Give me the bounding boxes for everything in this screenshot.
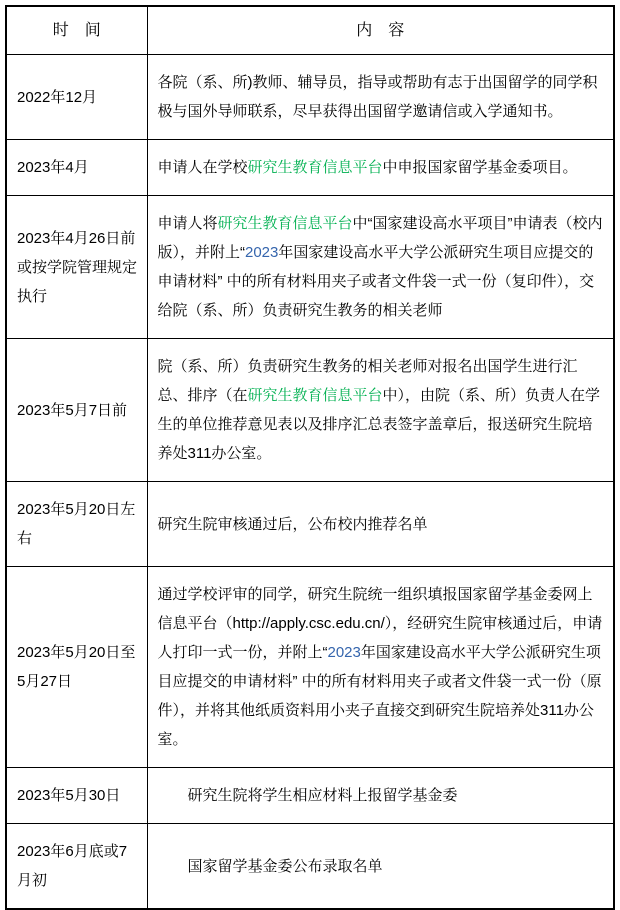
text-segment: 中“国家建设高水平项目”申请表（校内版），并附上“ <box>157 215 603 261</box>
content-cell <box>147 482 614 567</box>
table-row <box>6 768 614 824</box>
link-text[interactable]: 研究生教育信息平台 <box>247 159 383 176</box>
content-cell <box>147 55 614 140</box>
time-cell: 2023年5月20日至5月27日 <box>6 567 147 768</box>
header-time: 时 间 <box>6 6 147 55</box>
time-cell: 2023年5月30日 <box>6 768 147 824</box>
text-segment: 研究生院将学生相应材料上报留学基金委 <box>157 787 458 804</box>
text-segment: 年国家建设高水平大学公派研究生项目应提交的申请材料” 中的所有材料用夹子或者文件袋一式一份（复印件），交给院（系、所）负责研究生教务的相关老师 <box>157 244 595 319</box>
header-content: 内 容 <box>147 6 614 55</box>
text-segment: 研究生院审核通过后，公布校内推荐名单 <box>157 515 428 533</box>
table-row <box>6 824 614 910</box>
text-segment: 国家留学基金委公布录取名单 <box>157 857 383 875</box>
text-segment: 院（系、所）负责研究生教务的相关老师对报名出国学生进行汇总、排序（在 <box>157 358 578 404</box>
link-text[interactable]: 研究生教育信息平台 <box>217 215 353 232</box>
text-segment: 中申报国家留学基金委项目。 <box>382 159 578 176</box>
time-cell: 2022年12月 <box>6 55 147 140</box>
text-segment: 申请人在学校 <box>157 159 248 176</box>
table-row <box>6 196 614 339</box>
table-row <box>6 55 614 140</box>
content-cell <box>147 567 614 768</box>
link-text[interactable]: 研究生教育信息平台 <box>247 387 383 404</box>
table-row <box>6 339 614 482</box>
text-segment: 各院（系、所)教师、辅导员，指导或帮助有志于出国留学的同学积极与国外导师联系，尽早获得出国留学邀请信或入学通知书。 <box>157 74 598 120</box>
text-segment: 通过学校评审的同学，研究生院统一组织填报国家留学基金委网上信息平台（http://apply.csc.edu.cn/），经研究生院审核通过后，申请人打印一式一份，并附上“ <box>157 586 603 661</box>
table-row <box>6 482 614 567</box>
time-cell: 2023年6月底或7月初 <box>6 824 147 910</box>
table-row <box>6 567 614 768</box>
header-row <box>6 6 614 55</box>
link-text[interactable]: 2023 <box>245 244 279 261</box>
text-segment: 中），由院（系、所）负责人在学生的单位推荐意见表以及排序汇总表签字盖章后，报送研究生院培养处311办公室。 <box>157 387 601 462</box>
content-cell <box>147 196 614 339</box>
time-cell: 2023年4月26日前或按学院管理规定执行 <box>6 196 147 339</box>
time-cell: 2023年5月20日左右 <box>6 482 147 567</box>
content-cell <box>147 339 614 482</box>
text-segment: 年国家建设高水平大学公派研究生项目应提交的申请材料” 中的所有材料用夹子或者文件袋一式一份（原件），并将其他纸质资料用小夹子直接交到研究生院培养处311办公室。 <box>157 644 602 748</box>
content-cell <box>147 140 614 196</box>
text-segment: 申请人将 <box>157 215 218 232</box>
content-cell <box>147 824 614 910</box>
table-row <box>6 140 614 196</box>
link-text[interactable]: 2023 <box>327 644 361 661</box>
schedule-table <box>5 5 615 910</box>
time-cell: 2023年4月 <box>6 140 147 196</box>
content-cell <box>147 768 614 824</box>
time-cell: 2023年5月7日前 <box>6 339 147 482</box>
